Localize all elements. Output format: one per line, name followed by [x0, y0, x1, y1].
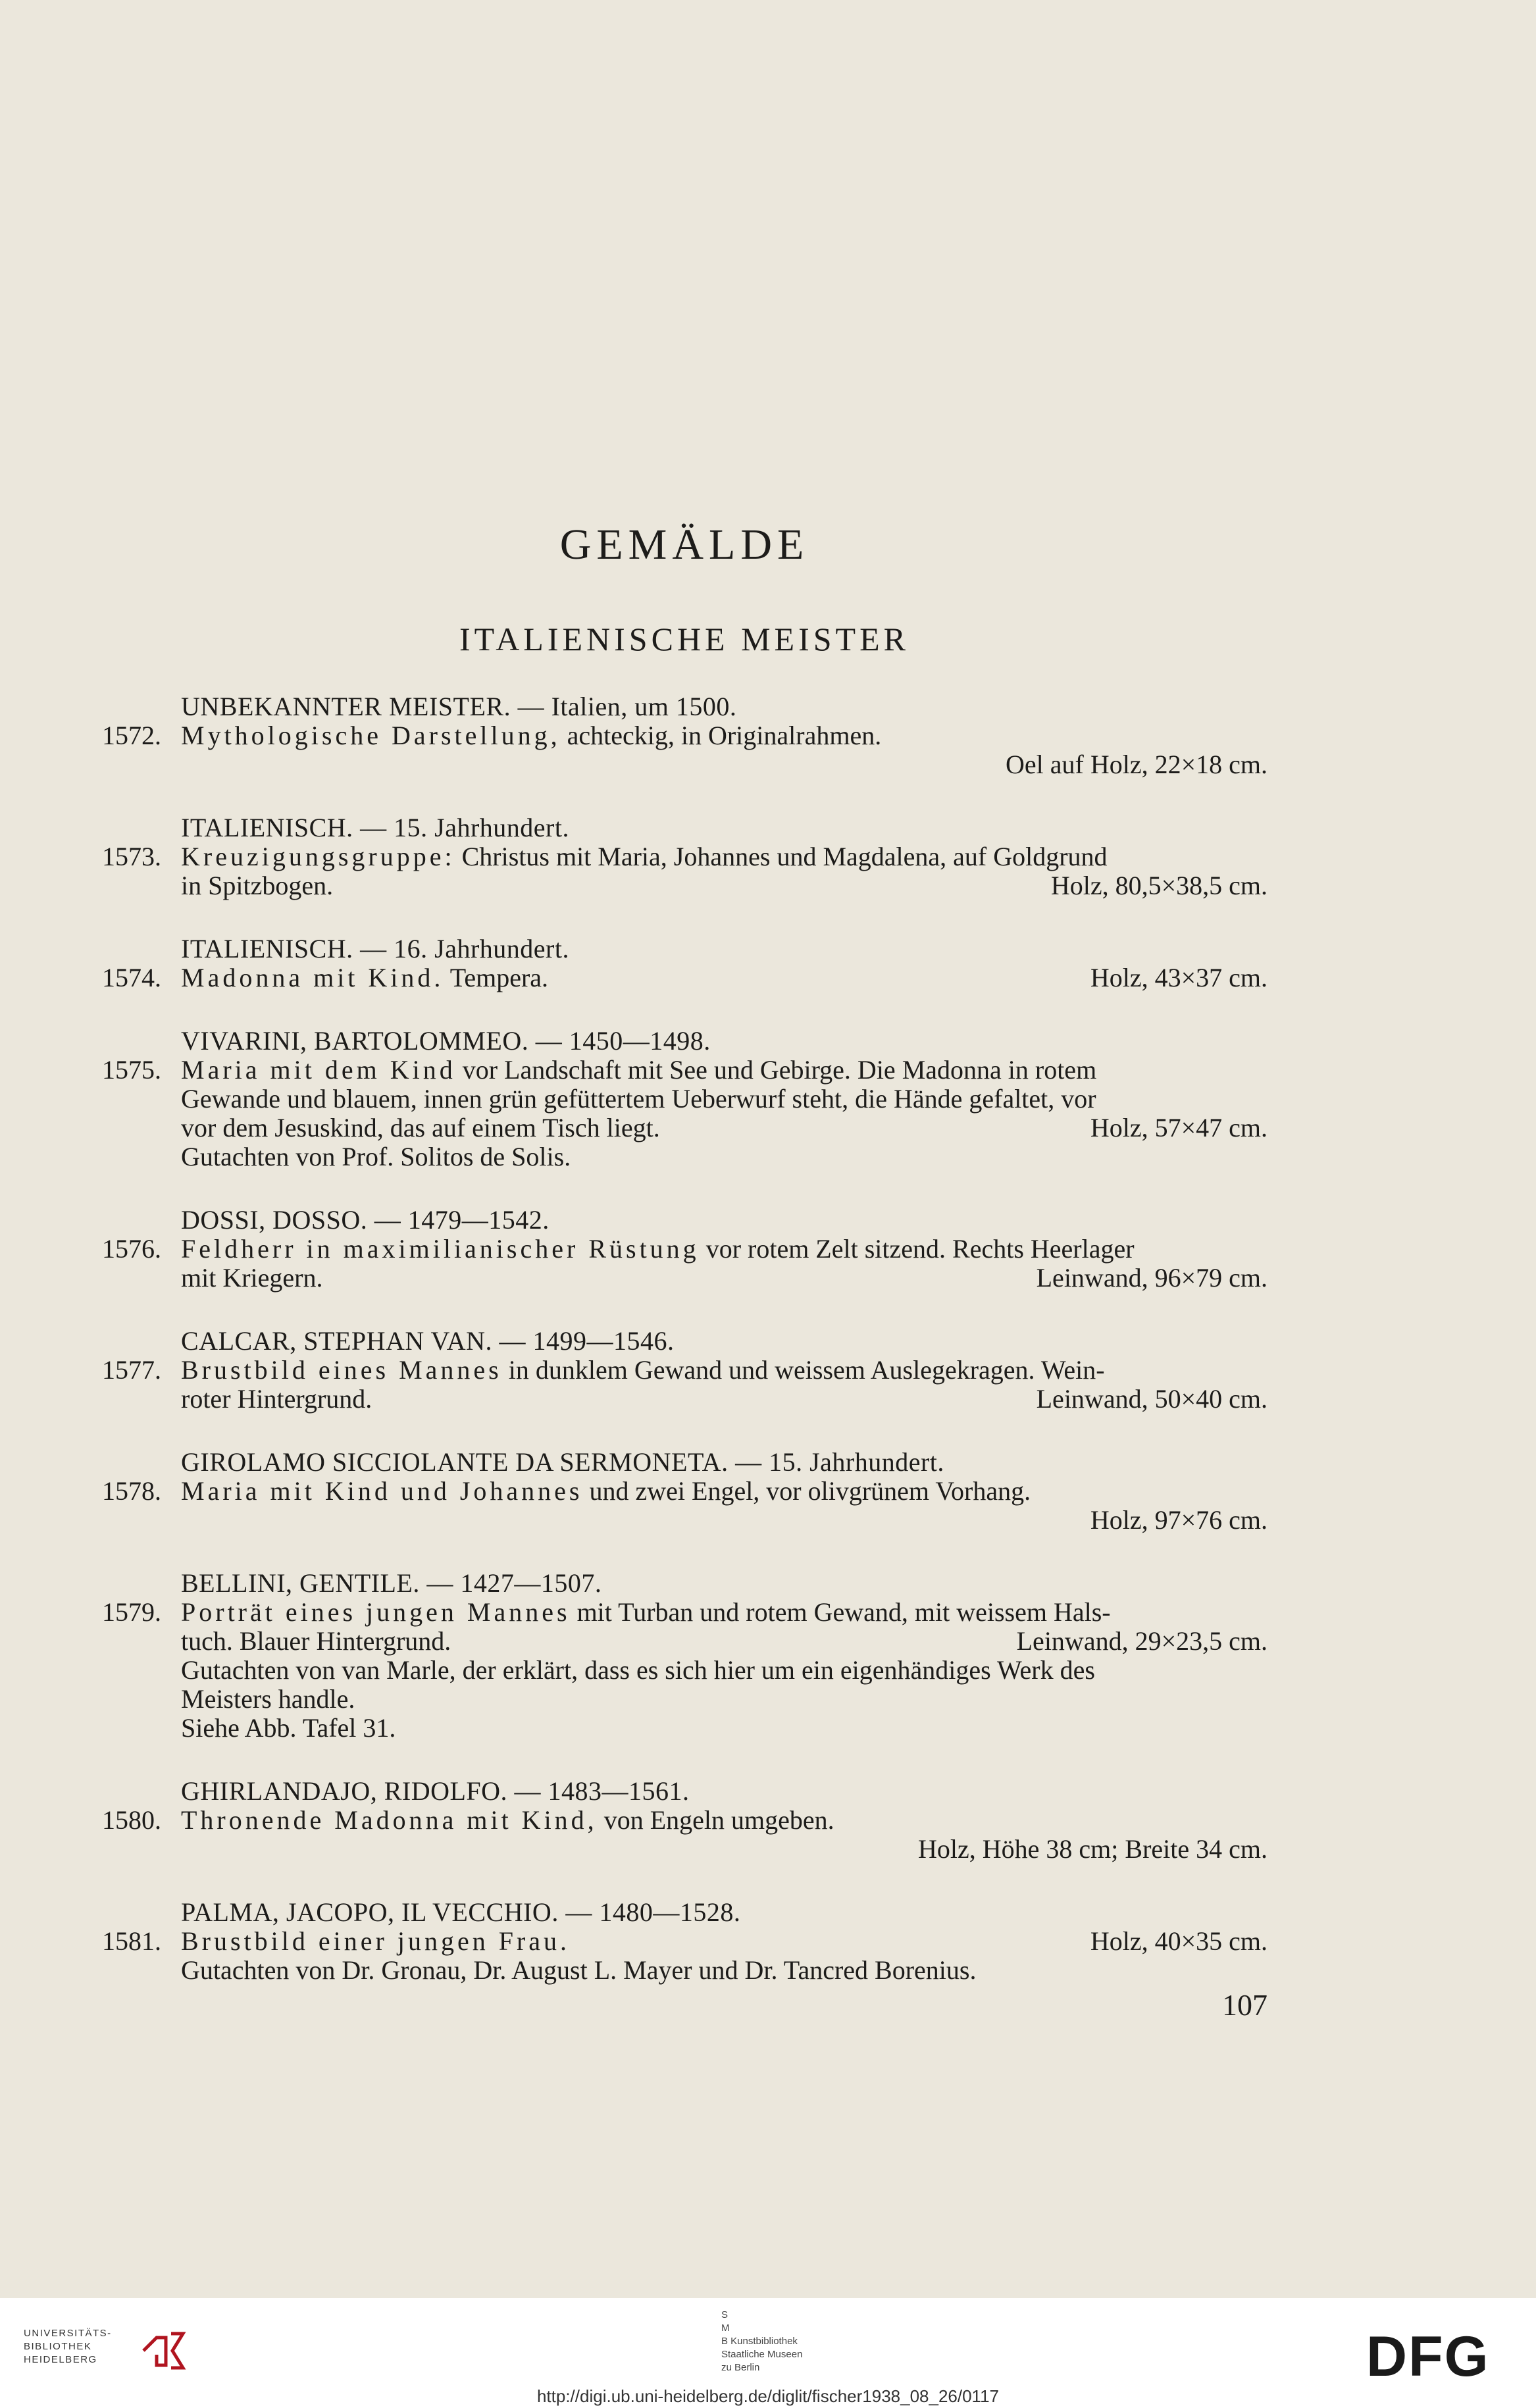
lot-number: 1578.	[102, 1476, 161, 1506]
page-number: 107	[1222, 1988, 1267, 2022]
artist-heading: DOSSI, DOSSO. — 1479—1542.	[181, 1205, 550, 1235]
ub-heidelberg-name: UNIVERSITÄTS- BIBLIOTHEK HEIDELBERG	[24, 2328, 112, 2365]
artwork-title: Kreuzigungsgruppe:	[181, 842, 455, 871]
description-text: vor dem Jesuskind, das auf einem Tisch liegt.	[181, 1113, 660, 1142]
description-text: und zwei Engel, vor olivgrünem Vorhang.	[582, 1476, 1031, 1506]
entry-line	[0, 1477, 1536, 1506]
entry-line	[0, 1656, 1536, 1685]
catalog-entry	[0, 1027, 1536, 1171]
medium-dimensions: Leinwand, 96×79 cm.	[1036, 1263, 1267, 1293]
entry-line	[0, 1356, 1536, 1385]
page-title: GEMÄLDE	[559, 521, 809, 569]
entry-line	[0, 963, 1536, 992]
entry-text	[181, 1685, 355, 1714]
description-text: achteckig, in Originalrahmen.	[560, 721, 882, 750]
medium-dimensions: Holz, 40×35 cm.	[1090, 1926, 1267, 1956]
description-text: tuch. Blauer Hintergrund.	[181, 1626, 451, 1656]
entry-text	[181, 1056, 1096, 1085]
medium-dimensions: Oel auf Holz, 22×18 cm.	[1005, 750, 1267, 779]
entry-line	[0, 1598, 1536, 1627]
description-text: Gewande und blauem, innen grün gefüttertem Ueberwurf steht, die Hände gefaltet, vor	[181, 1084, 1096, 1114]
entry-text	[181, 1356, 1105, 1385]
entry-line	[0, 1142, 1536, 1171]
entry-line	[0, 1806, 1536, 1835]
catalog-entry	[0, 1448, 1536, 1535]
entry-text	[181, 1114, 660, 1142]
dfg-logo[interactable]: DFG	[1366, 2325, 1490, 2388]
artwork-title: Mythologische Darstellung,	[181, 721, 561, 750]
lot-number: 1573.	[102, 842, 161, 871]
medium-dimensions: Holz, 57×47 cm.	[1090, 1113, 1267, 1142]
artist-heading: ITALIENISCH. — 15. Jahrhundert.	[181, 813, 569, 842]
description-text: Meisters handle.	[181, 1684, 355, 1714]
entry-line	[0, 1385, 1536, 1414]
catalog-entry	[0, 1898, 1536, 1985]
medium-dimensions: Holz, 97×76 cm.	[1090, 1505, 1267, 1535]
lot-number: 1577.	[102, 1355, 161, 1385]
entry-text	[181, 1956, 976, 1985]
description-text: vor Landschaft mit See und Gebirge. Die Madonna in rotem	[455, 1055, 1097, 1085]
description-text: in dunklem Gewand und weissem Auslegekragen. Wein-	[501, 1355, 1105, 1385]
lot-number: 1572.	[102, 721, 161, 750]
lot-number: 1574.	[102, 963, 161, 992]
kunstbibliothek-name: B Kunstbibliothek Staatliche Museen zu Berlin	[721, 2336, 803, 2373]
entry-line	[0, 1235, 1536, 1264]
entry-text	[181, 1477, 1031, 1506]
section-title: ITALIENISCHE MEISTER	[459, 621, 909, 657]
entry-text	[181, 1656, 1095, 1685]
entry-text	[181, 1598, 1111, 1627]
artwork-title: Thronende Madonna mit Kind,	[181, 1805, 598, 1835]
artwork-title: Feldherr in maximilianischer Rüstung	[181, 1234, 700, 1264]
entry-line	[0, 1627, 1536, 1656]
ub-emblem-icon	[137, 2324, 209, 2370]
artist-heading: VIVARINI, BARTOLOMMEO. — 1450—1498.	[181, 1026, 711, 1056]
description-text: Gutachten von van Marle, der erklärt, dass es sich hier um ein eigenhändiges Werk des	[181, 1655, 1095, 1685]
artist-heading: ITALIENISCH. — 16. Jahrhundert.	[181, 934, 569, 963]
medium-dimensions: Holz, 80,5×38,5 cm.	[1050, 871, 1267, 900]
artist-heading: GHIRLANDAJO, RIDOLFO. — 1483—1561.	[181, 1776, 690, 1806]
catalog-entry	[0, 1777, 1536, 1864]
entry-line	[0, 1085, 1536, 1114]
medium-dimensions: Leinwand, 29×23,5 cm.	[1016, 1626, 1267, 1656]
entry-text	[181, 1142, 571, 1171]
catalog-entry	[0, 935, 1536, 992]
description-text: roter Hintergrund.	[181, 1384, 372, 1414]
artwork-title: Brustbild eines Mannes	[181, 1355, 502, 1385]
description-text: in Spitzbogen.	[181, 871, 334, 900]
entry-line	[0, 750, 1536, 779]
catalog-entry	[0, 692, 1536, 779]
catalog-entry	[0, 1569, 1536, 1743]
lot-number: 1581.	[102, 1926, 161, 1956]
kunstbibliothek-initials: S M	[721, 2309, 730, 2334]
ub-heidelberg-logo[interactable]	[24, 2324, 208, 2370]
medium-dimensions: Holz, 43×37 cm.	[1090, 963, 1267, 992]
description-text: mit Turban und rotem Gewand, mit weissem Hals-	[570, 1597, 1111, 1627]
description-text: Gutachten von Prof. Solitos de Solis.	[181, 1142, 571, 1171]
description-text: Gutachten von Dr. Gronau, Dr. August L. Mayer und Dr. Tancred Borenius.	[181, 1955, 977, 1985]
artwork-title: Maria mit Kind und Johannes	[181, 1476, 583, 1506]
artwork-title: Maria mit dem Kind	[181, 1055, 456, 1085]
description-text: mit Kriegern.	[181, 1263, 323, 1293]
entry-line	[0, 1685, 1536, 1714]
medium-dimensions: Leinwand, 50×40 cm.	[1036, 1384, 1267, 1414]
description-text: vor rotem Zelt sitzend. Rechts Heerlager	[699, 1234, 1135, 1264]
artist-heading: UNBEKANNTER MEISTER. — Italien, um 1500.	[181, 692, 737, 721]
artwork-title: Madonna mit Kind.	[181, 963, 444, 992]
entry-line	[0, 1835, 1536, 1864]
lot-number: 1575.	[102, 1055, 161, 1085]
entry-text	[181, 1085, 1096, 1114]
entry-line	[0, 871, 1536, 900]
entry-line	[0, 1056, 1536, 1085]
medium-dimensions: Holz, Höhe 38 cm; Breite 34 cm.	[918, 1834, 1267, 1864]
entry-line	[0, 842, 1536, 871]
entry-text	[181, 871, 333, 900]
artist-heading: CALCAR, STEPHAN VAN. — 1499—1546.	[181, 1326, 675, 1356]
artist-heading: BELLINI, GENTILE. — 1427—1507.	[181, 1568, 602, 1598]
lot-number: 1579.	[102, 1597, 161, 1627]
entry-text	[181, 963, 548, 992]
lot-number: 1576.	[102, 1234, 161, 1264]
entry-line	[0, 1714, 1536, 1743]
entry-text	[181, 1385, 372, 1414]
lot-number: 1580.	[102, 1805, 161, 1835]
entry-text	[181, 1927, 570, 1956]
catalog-entry	[0, 813, 1536, 900]
entry-line	[0, 1114, 1536, 1142]
entry-line	[0, 1264, 1536, 1293]
entry-text	[181, 842, 1108, 871]
digitization-footer	[0, 2298, 1536, 2408]
artist-heading: PALMA, JACOPO, IL VECCHIO. — 1480—1528.	[181, 1897, 741, 1927]
entry-line	[0, 721, 1536, 750]
entry-line	[0, 1956, 1536, 1985]
entry-line	[0, 1927, 1536, 1956]
entry-text	[181, 1627, 451, 1656]
artwork-title: Brustbild einer jungen Frau.	[181, 1926, 571, 1956]
catalog-entries	[0, 692, 1536, 2019]
artist-heading: GIROLAMO SICCIOLANTE DA SERMONETA. — 15. Jahrhundert.	[181, 1447, 944, 1477]
description-text: Siehe Abb. Tafel 31.	[181, 1713, 396, 1743]
entry-text	[181, 1235, 1135, 1264]
entry-text	[181, 1806, 834, 1835]
catalog-entry	[0, 1327, 1536, 1414]
description-text: Christus mit Maria, Johannes und Magdalena, auf Goldgrund	[455, 842, 1108, 871]
source-url[interactable]: http://digi.ub.uni-heidelberg.de/diglit/fischer1938_08_26/0117	[536, 2386, 1000, 2406]
description-text: von Engeln umgeben.	[597, 1805, 834, 1835]
artwork-title: Porträt eines jungen Mannes	[181, 1597, 571, 1627]
description-text: Tempera.	[444, 963, 549, 992]
entry-text	[181, 1714, 396, 1743]
entry-text	[181, 1264, 323, 1293]
catalog-entry	[0, 1206, 1536, 1293]
entry-line	[0, 1506, 1536, 1535]
entry-text	[181, 721, 881, 750]
